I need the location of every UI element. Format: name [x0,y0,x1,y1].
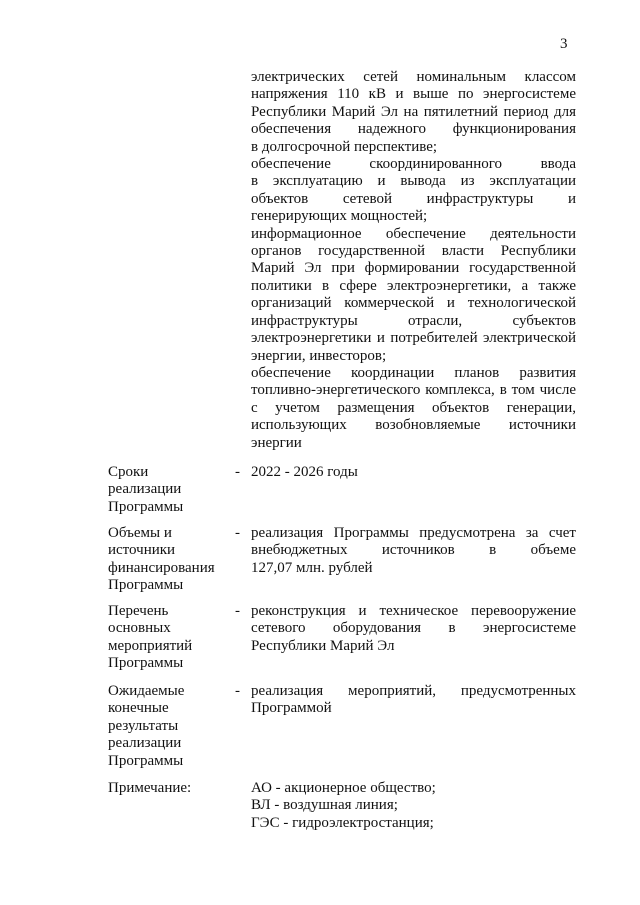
text-line: обеспечение скоординированного ввода [251,156,576,173]
label-line: конечные [108,700,169,717]
label-line: Программы [108,752,184,769]
label-line: Сроки [108,464,149,480]
text-line: информационное обеспечение деятельности [251,225,576,242]
text-line: в эксплуатацию и вывода из эксплуатации [251,173,576,190]
value-line: реконструкция и техническое перевооружение [251,603,576,619]
row-dash: - [235,603,240,619]
label-line: Примечание: [108,780,192,796]
text-line: организаций коммерческой и технологической [251,295,576,312]
row-value [251,464,576,481]
row-dash: - [235,464,240,480]
value-line: реализация мероприятий, предусмотренных [251,683,576,699]
label-line: мероприятий [108,637,193,654]
row-dash: - [235,683,240,699]
row-label [108,603,228,673]
page-number: 3 [560,36,568,52]
label-line: основных [108,620,171,637]
label-line: Программы [108,577,184,594]
row-label [108,780,228,797]
text-line: с учетом размещения объектов генерации, [251,399,576,416]
row-value [251,780,576,832]
row-dash: - [235,525,240,541]
label-line: Перечень [108,603,169,619]
value-line: 127,07 млн. рублей [251,559,373,576]
value-line: внебюджетных источников в объеме [251,542,576,559]
text-line: Республики Марий Эл на пятилетний период для [251,103,576,120]
value-line: АО - акционерное общество; [251,780,436,796]
text-line: обеспечение координации планов развития [251,364,576,381]
text-line: энергии, инвесторов; [251,347,387,364]
label-line: финансирования [108,559,215,576]
value-line: реализация Программы предусмотрена за счет [251,525,576,541]
text-line: генерирующих мощностей; [251,208,428,225]
text-line: Марий Эл при формировании государственной [251,260,576,277]
label-line: результаты [108,717,179,734]
text-line: в долгосрочной перспективе; [251,138,438,155]
text-line: органов государственной власти Республики [251,243,576,260]
text-line: использующих возобновляемые источники [251,417,576,434]
value-line: ВЛ - воздушная линия; [251,797,398,814]
text-line: электроэнергетики и потребителей электрической [251,330,576,347]
value-line: ГЭС - гидроэлектростанция; [251,814,434,831]
label-line: реализации [108,481,182,498]
label-line: реализации [108,735,182,752]
text-line: энергии [251,434,302,451]
label-line: источники [108,542,176,559]
label-line: Объемы и [108,525,172,541]
row-label [108,683,228,770]
row-value [251,525,576,577]
value-line: Республики Марий Эл [251,637,395,654]
text-line: обеспечения надежного функционирования [251,121,576,138]
value-line: Программой [251,700,332,717]
row-value [251,603,576,655]
goals-continuation-text [251,69,576,452]
value-line: сетевого оборудования в энергосистеме [251,620,576,637]
label-line: Программы [108,655,184,672]
text-line: напряжения 110 кВ и выше по энергосистеме [251,86,576,103]
label-line: Программы [108,498,184,515]
row-label [108,464,228,516]
text-line: политики в сфере электроэнергетики, а также [251,277,576,294]
text-line: электрических сетей номинальным классом [251,69,576,85]
text-line: объектов сетевой инфраструктуры и [251,190,576,207]
value-line: 2022 - 2026 годы [251,464,358,480]
text-line: инфраструктуры отрасли, субъектов [251,312,576,329]
label-line: Ожидаемые [108,683,185,699]
row-value [251,683,576,718]
text-line: топливно-энергетического комплекса, в том числе [251,382,576,399]
row-label [108,525,228,595]
